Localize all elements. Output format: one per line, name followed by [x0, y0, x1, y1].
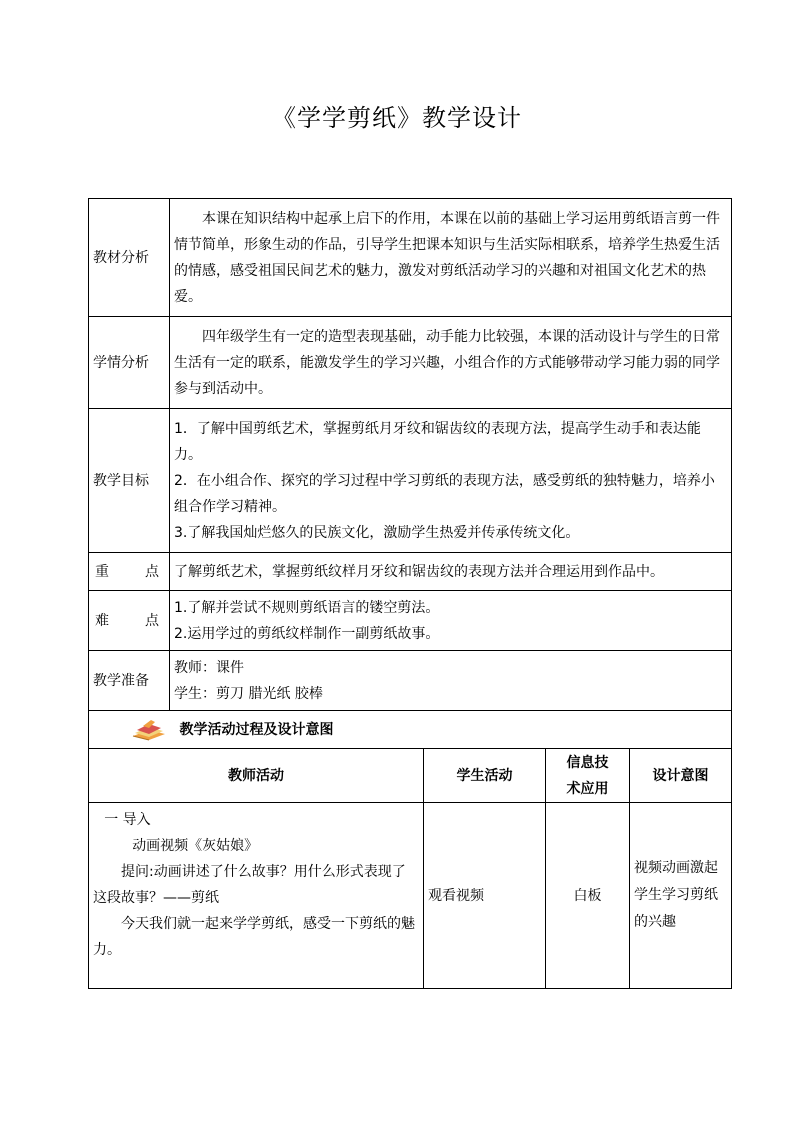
- label-prep: 教学准备: [89, 651, 170, 711]
- goal-item-2: 2．在小组合作、探究的学习过程中学习剪纸的表现方法，感受剪纸的独特魅力，培养小组合作学习精神。: [174, 472, 715, 515]
- label-key-b: 点: [145, 563, 159, 580]
- intro-heading: 一 导入: [104, 812, 151, 828]
- goal-item-3: 3.了解我国灿烂悠久的民族文化，激励学生热爱并传承传统文化。: [174, 524, 580, 541]
- cell-intent-intro: 视频动画激起学生学习剪纸的兴趣: [630, 803, 732, 989]
- row-intro: [89, 803, 732, 989]
- header-intent: 设计意图: [630, 749, 732, 803]
- difficult-item-1: 1.了解并尝试不规则剪纸语言的镂空剪法。: [174, 599, 440, 616]
- row-activity-headers: [89, 749, 732, 803]
- cell-it-intro: 白板: [546, 803, 630, 989]
- goal-item-1: 1．了解中国剪纸艺术，掌握剪纸月牙纹和锯齿纹的表现方法，提高学生动手和表达能力。: [174, 420, 701, 463]
- row-goals: [89, 409, 732, 553]
- prep-item-1: 教师：课件: [174, 659, 244, 676]
- intro-line-2: 提问:动画讲述了什么故事？用什么形式表现了这段故事？——剪纸: [93, 864, 406, 906]
- text-material: [170, 199, 732, 317]
- prep-item-2: 学生：剪刀 腊光纸 胶棒: [174, 685, 323, 702]
- header-student: 学生活动: [424, 749, 546, 803]
- row-key: [89, 553, 732, 591]
- label-material: 教材分析: [89, 199, 170, 317]
- material-paragraph: 本课在知识结构中起承上启下的作用，本课在以前的基础上学习运用剪纸语言剪一件情节简单，形象生动的作品，引导学生把课本知识与生活实际相联系，培养学生热爱生活的情感，感受祖国民间艺术的魅力，激发对剪纸活动学习的兴趣和对祖国文化艺术的热爱。: [174, 210, 720, 305]
- row-students: [89, 317, 732, 409]
- label-difficult-b: 点: [145, 612, 159, 629]
- text-goals: [170, 409, 732, 553]
- intro-line-3: 今天我们就一起来学学剪纸，感受一下剪纸的魅力。: [93, 916, 415, 958]
- cell-teacher-intro: [89, 803, 424, 989]
- text-students: [170, 317, 732, 409]
- header-teacher: 教师活动: [89, 749, 424, 803]
- label-difficult: [89, 591, 170, 651]
- label-students: 学情分析: [89, 317, 170, 409]
- page-title: 《学学剪纸》教学设计: [272, 104, 522, 132]
- cell-student-intro: 观看视频: [424, 803, 546, 989]
- row-section-header: [89, 711, 732, 749]
- label-key-a: 重: [95, 563, 109, 580]
- books-icon: [129, 718, 169, 742]
- label-difficult-a: 难: [95, 612, 109, 629]
- section-header: [89, 711, 732, 749]
- intro-line-1: 动画视频《灰姑娘》: [132, 838, 259, 854]
- row-prep: [89, 651, 732, 711]
- text-key: 了解剪纸艺术，掌握剪纸纹样月牙纹和锯齿纹的表现方法并合理运用到作品中。: [170, 553, 732, 591]
- text-difficult: [170, 591, 732, 651]
- lesson-plan-table: [88, 198, 732, 989]
- header-it: 信息技术应用: [546, 749, 630, 803]
- label-key: [89, 553, 170, 591]
- students-paragraph: 四年级学生有一定的造型表现基础，动手能力比较强，本课的活动设计与学生的日常生活有一定的联系，能激发学生的学习兴趣，小组合作的方式能够带动学习能力弱的同学参与到活动中。: [174, 328, 720, 397]
- difficult-item-2: 2.运用学过的剪纸纹样制作一副剪纸故事。: [174, 625, 440, 642]
- label-goals: 教学目标: [89, 409, 170, 553]
- text-prep: [170, 651, 732, 711]
- section-title: 教学活动过程及设计意图: [179, 721, 334, 738]
- row-difficult: [89, 591, 732, 651]
- row-material: [89, 199, 732, 317]
